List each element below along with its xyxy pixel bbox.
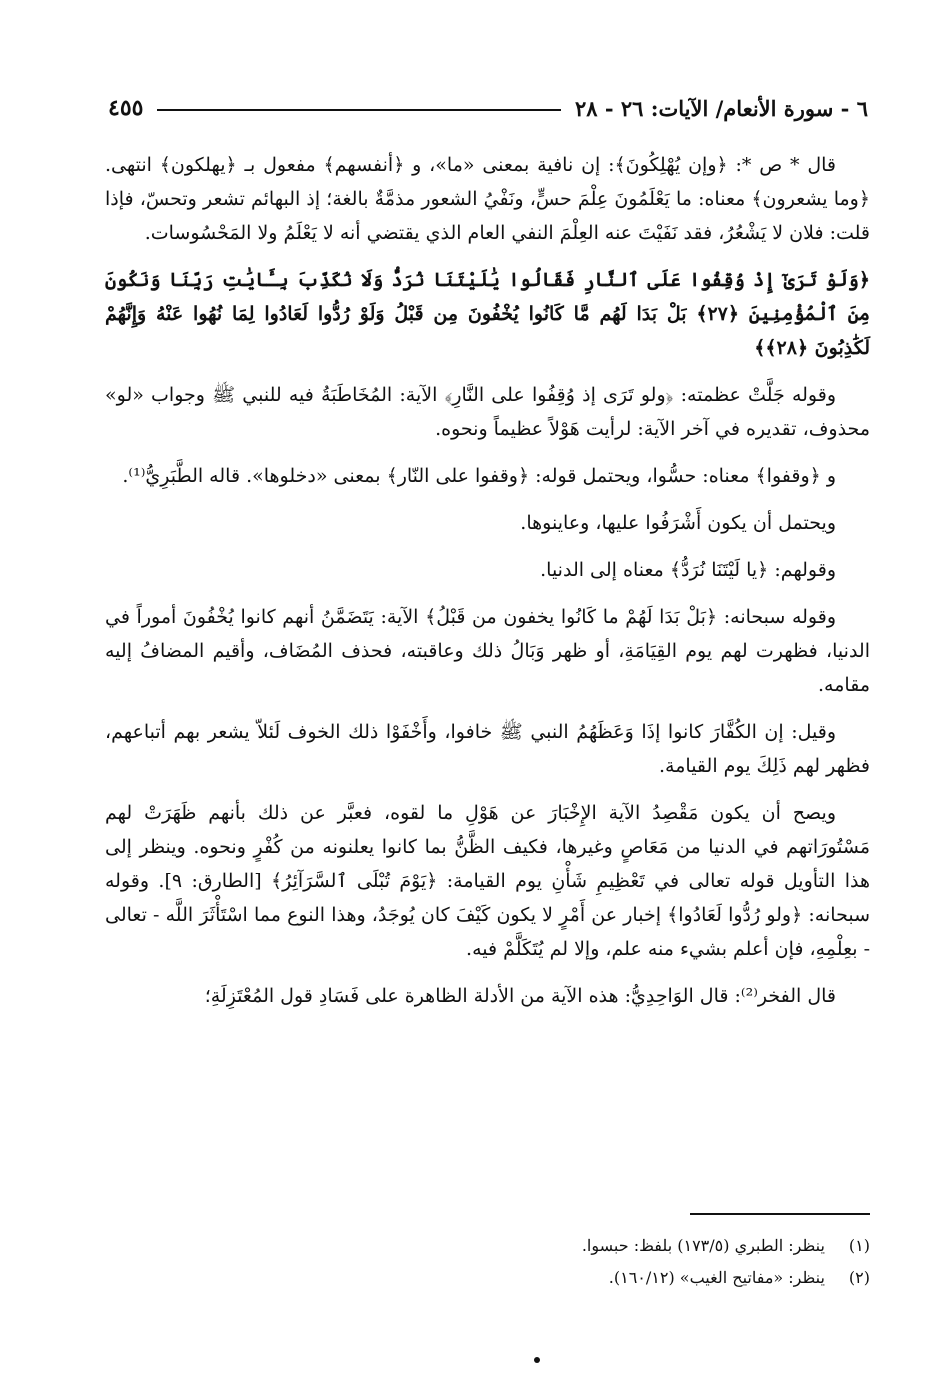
paragraph-commentary-6: وقوله سبحانه: ﴿بَلْ بَدَا لَهُمْ ما كَانُوا يخفون من قَبْلُ﴾ الآية: يَتَضَمَّنُ أنهم كانوا يُخْفُونَ أموراً في الدنيا، فظهرت لهم يوم القِيَامَةِ، أو ظهر وَبَالُ ذلك وعاقبته، فحذف المُضَاف، وأقيم المضافُ إليه مقامه. — [105, 606, 870, 696]
footnote-text: ينظر: «مفاتيح الغيب» (١٦٠/١٢). — [608, 1268, 825, 1287]
header-rule — [157, 109, 561, 111]
paragraph-commentary-9: قال الفخر⁽²⁾: قال الوَاحِدِيُّ: هذه الآية من الأدلة الظاهرة على فَسَادِ قول المُعْتَزِلَةِ؛ — [204, 985, 836, 1007]
footnotes — [300, 1230, 870, 1294]
page-bottom-dot — [534, 1357, 540, 1363]
paragraph-commentary-8: ويصح أن يكون مَقْصِدُ الآية الإِخْبَارَ عن هَوْلِ ما لقوه، فعبَّر عن ذلك بأنهم ظَهَرَتْ لهم مَسْتُورَاتهم في الدنيا من مَعَاصٍ وغيرها، فكيف الظَّنُّ بما كانوا يعلنونه من كُفْرٍ ونحوه. وينظر إلى هذا التأويل قوله تعالى في تَعْظِيمِ شَأْنِ يوم القيامة: ﴿يَوْمَ تُبْلَى ٱلسَّرَآئِرُ﴾ [الطارق: ٩]. وقوله سبحانه: ﴿ولو رُدُّوا لَعَادُوا﴾ إخبار عن أَمْرٍ لا يكون كَيْفَ كان يُوجَدُ، وهذا النوع مما اسْتَأْثَرَ اللَّه - تعالى - بعِلْمِهِ، فإن أعلم بشيء منه علم، وإلا لم يُتَكَلَّمْ فيه. — [105, 802, 870, 960]
paragraph-commentary-4: ويحتمل أن يكون أَشْرَفُوا عليها، وعاينوها. — [520, 512, 836, 534]
surah-title: ٦ - سورة الأنعام/ الآيات: ٢٦ - ٢٨ — [574, 95, 868, 121]
paragraph-commentary-1: قال * ص *: ﴿وإن يُهْلِكُونَ﴾: إن نافية بمعنى «ما»، و ﴿أنفسهم﴾ مفعول بـ ﴿يهلكون﴾ انتهى. ﴿وما يشعرون﴾ معناه: ما يَعْلَمُونَ عِلْمَ حسٍّ، ونَفْيُ الشعور مذمَّةٌ بالغة؛ إذ البهائم تشعر وتحسّ، فإذا قلت: فلان لا يَشْعُرُ، فقد نَفَيْتَ عنه العِلْمَ النفي العام الذي يقتضي أنه لا يَعْلَمُ ولا المَحْسُوسات. — [105, 154, 870, 244]
paragraph-commentary-3: و ﴿وقفوا﴾ معناه: حسُّوا، ويحتمل قوله: ﴿وقفوا على النّار﴾ بمعنى «دخلوها». قاله الطَّبَرِيُّ⁽¹⁾. — [122, 465, 836, 487]
paragraph-commentary-5: وقولهم: ﴿يا لَيْتَنَا نُرَدُّ﴾ معناه إلى الدنيا. — [540, 559, 836, 581]
paragraph-commentary-7: وقيل: إن الكُفَّارَ كانوا إذَا وَعَظَهُمُ النبي ﷺ خافوا، وأَخْفَوْا ذلك الخوف لَئلاّ يشعر بهم أتباعهم، فظهر لهم ذَلِكَ يوم القيامة. — [105, 721, 870, 777]
footnote-number: (٢) — [848, 1268, 870, 1287]
running-header — [108, 88, 868, 128]
paragraph-commentary-2: وقوله جَلَّتْ عظمته: ﴿ولو تَرَى إذ وُقِفُوا على النَّارِ﴾ الآية: المُخَاطَبَةُ فيه للنبي ﷺ وجواب «لو» محذوف، تقديره في آخر الآية: لرأيت هَوْلاً عظيماً ونحوه. — [105, 384, 870, 440]
footnote-separator — [690, 1213, 870, 1215]
footnote-text: ينظر: الطبري (١٧٣/٥) بلفظ: حبسوا. — [581, 1236, 825, 1255]
footnote-number: (١) — [848, 1236, 870, 1255]
quran-verse-block: ﴿وَلَوْ تَرَىٰٓ إِذْ وُقِفُوا عَلَى ٱلنَّارِ فَقَالُوا يَٰلَيْتَنَا نُرَدُّ وَلَا نُكَذِّبَ بِـَٔايَٰتِ رَبِّنَا وَنَكُونَ مِنَ ٱلْمُؤْمِنِينَ ﴿٢٧﴾ بَلْ بَدَا لَهُم مَّا كَانُوا يُخْفُونَ مِن قَبْلُ وَلَوْ رُدُّوا لَعَادُوا لِمَا نُهُوا عَنْهُ وَإِنَّهُمْ لَكَٰذِبُونَ ﴿٢٨﴾﴾ — [105, 269, 870, 359]
main-text — [105, 148, 870, 1026]
footnote-2 — [300, 1262, 870, 1294]
footnote-1 — [300, 1230, 870, 1262]
page-number: ٤٥٥ — [108, 95, 144, 121]
